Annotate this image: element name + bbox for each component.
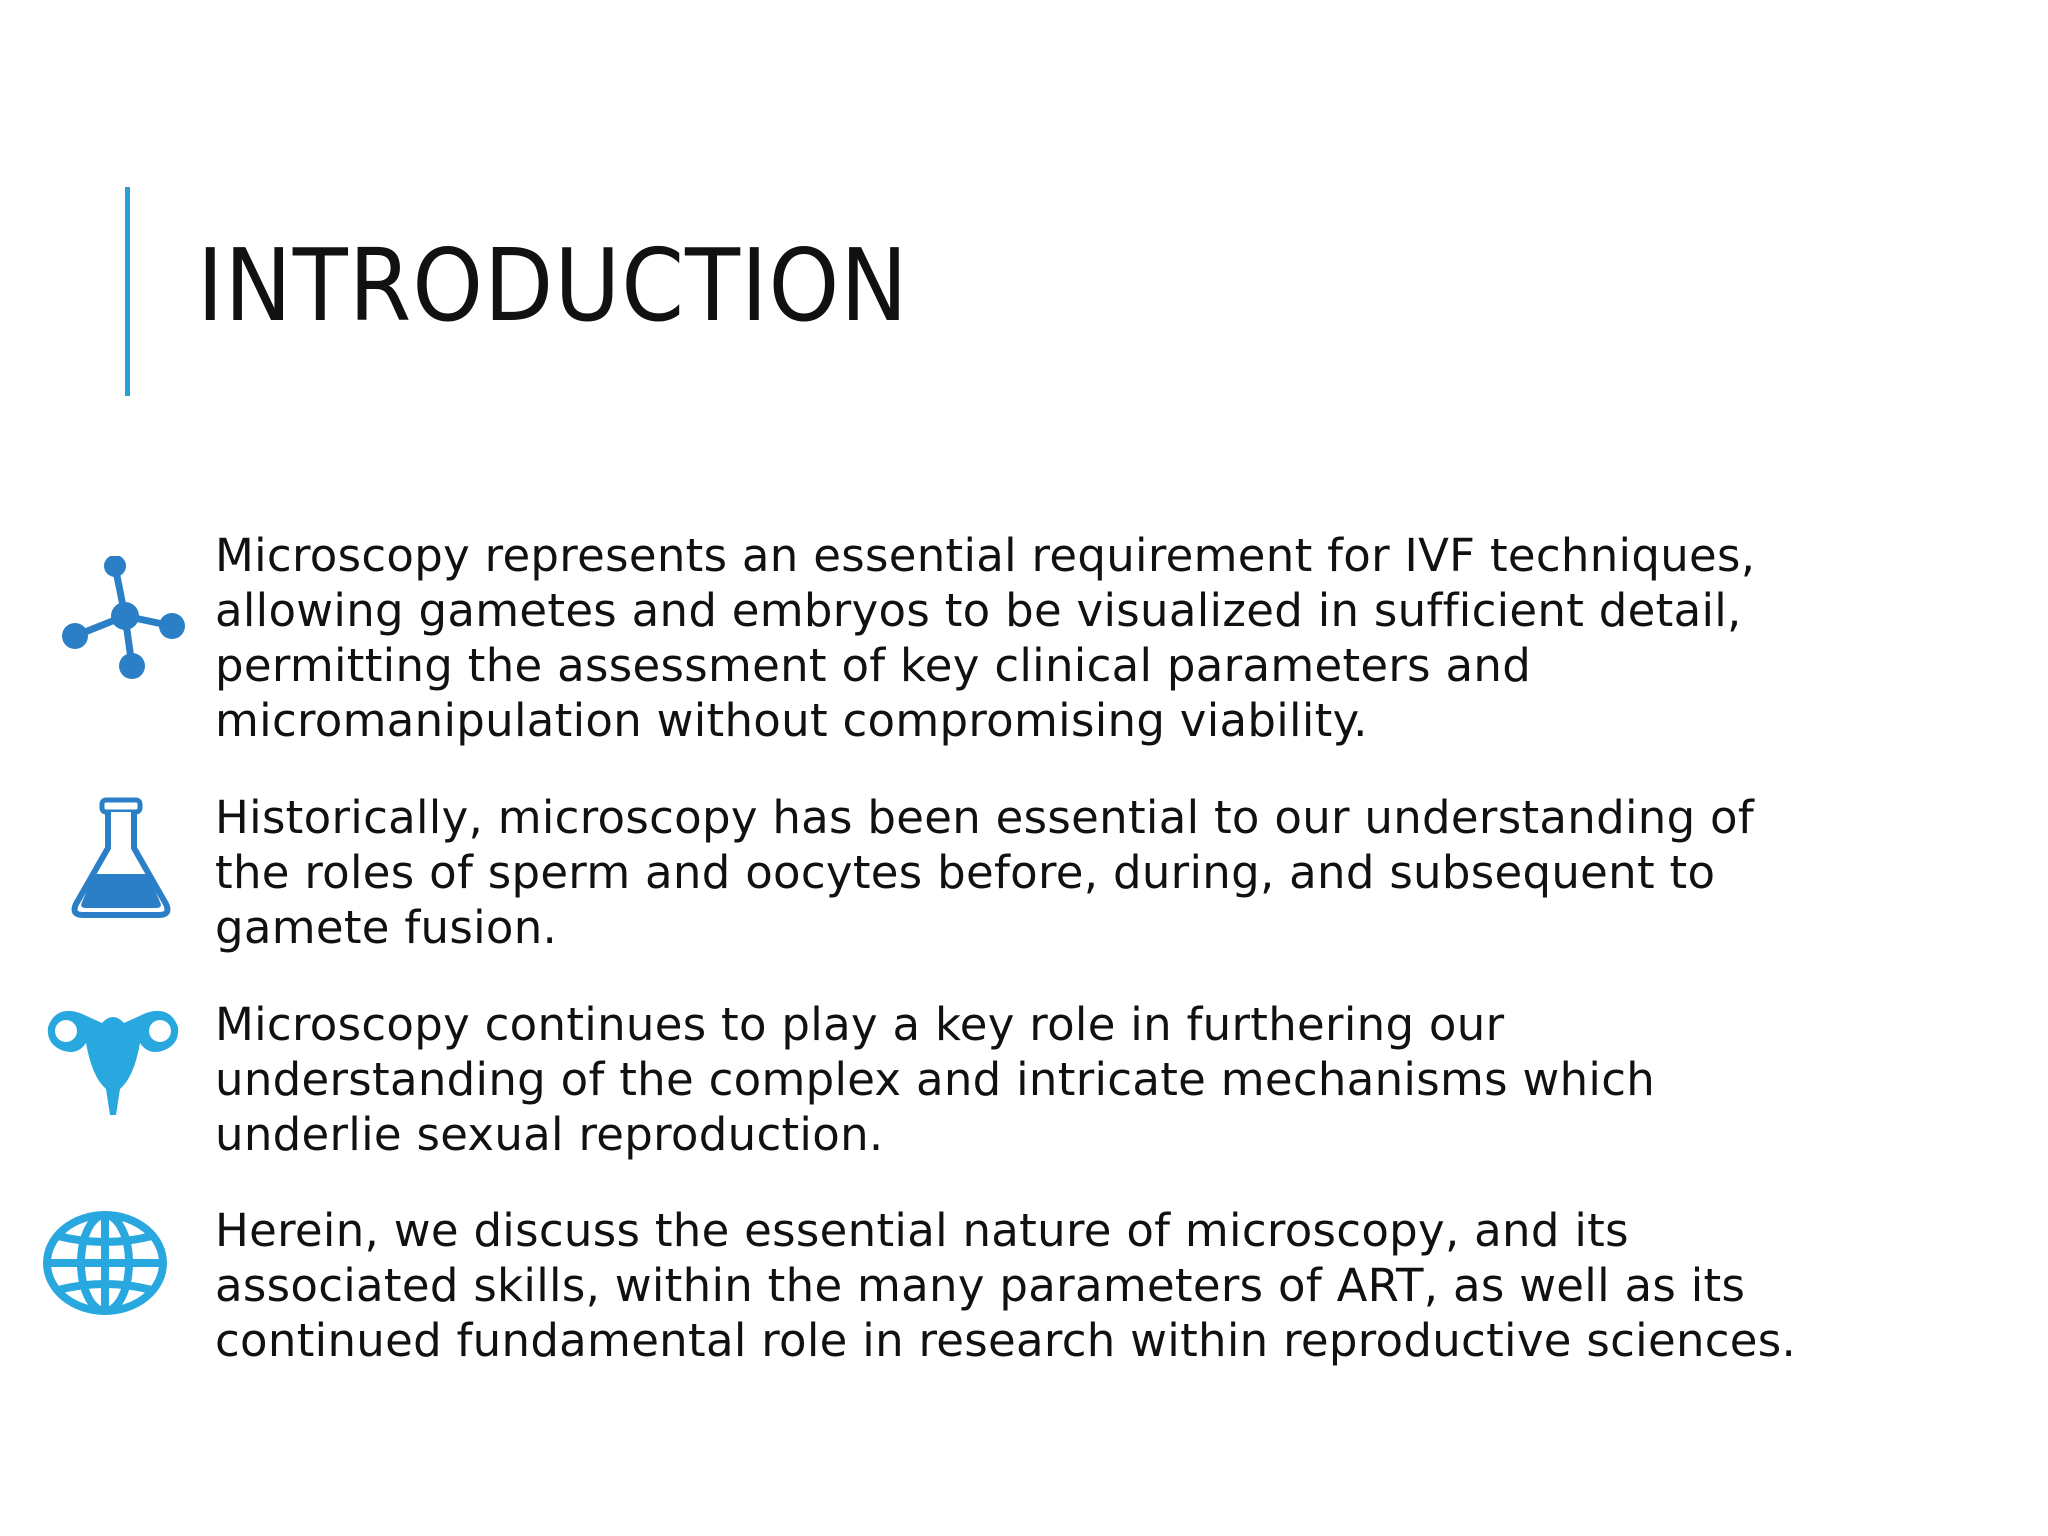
- bullet-line: associated skills, within the many parameters of ART, as well as its: [215, 1259, 1746, 1312]
- bullet-line: gamete fusion.: [215, 901, 558, 954]
- bullet-line: continued fundamental role in research within reproductive sciences.: [215, 1314, 1797, 1367]
- bullet-line: permitting the assessment of key clinical parameters and: [215, 639, 1532, 692]
- globe-icon: [40, 1208, 170, 1318]
- bullet-text: [215, 1203, 1815, 1368]
- bullet-line: allowing gametes and embryos to be visualized in sufficient detail,: [215, 584, 1742, 637]
- molecule-icon: [60, 556, 190, 686]
- bullet-line: the roles of sperm and oocytes before, during, and subsequent to: [215, 846, 1716, 899]
- flask-icon: [68, 796, 174, 922]
- bullet-text: [215, 790, 1815, 955]
- bullet-text: [215, 528, 1815, 748]
- bullet-line: Microscopy represents an essential requirement for IVF techniques,: [215, 529, 1756, 582]
- slide-title: INTRODUCTION: [197, 227, 909, 344]
- bullet-line: Microscopy continues to play a key role in furthering our: [215, 998, 1505, 1051]
- bullet-line: micromanipulation without compromising viability.: [215, 694, 1368, 747]
- bullet-line: Historically, microscopy has been essential to our understanding of: [215, 791, 1755, 844]
- bullet-line: underlie sexual reproduction.: [215, 1108, 884, 1161]
- bullet-line: understanding of the complex and intricate mechanisms which: [215, 1053, 1656, 1106]
- bullet-text: [215, 997, 1815, 1162]
- title-accent-bar: [125, 187, 130, 396]
- bullet-line: Herein, we discuss the essential nature of microscopy, and its: [215, 1204, 1629, 1257]
- uterus-icon: [38, 997, 188, 1117]
